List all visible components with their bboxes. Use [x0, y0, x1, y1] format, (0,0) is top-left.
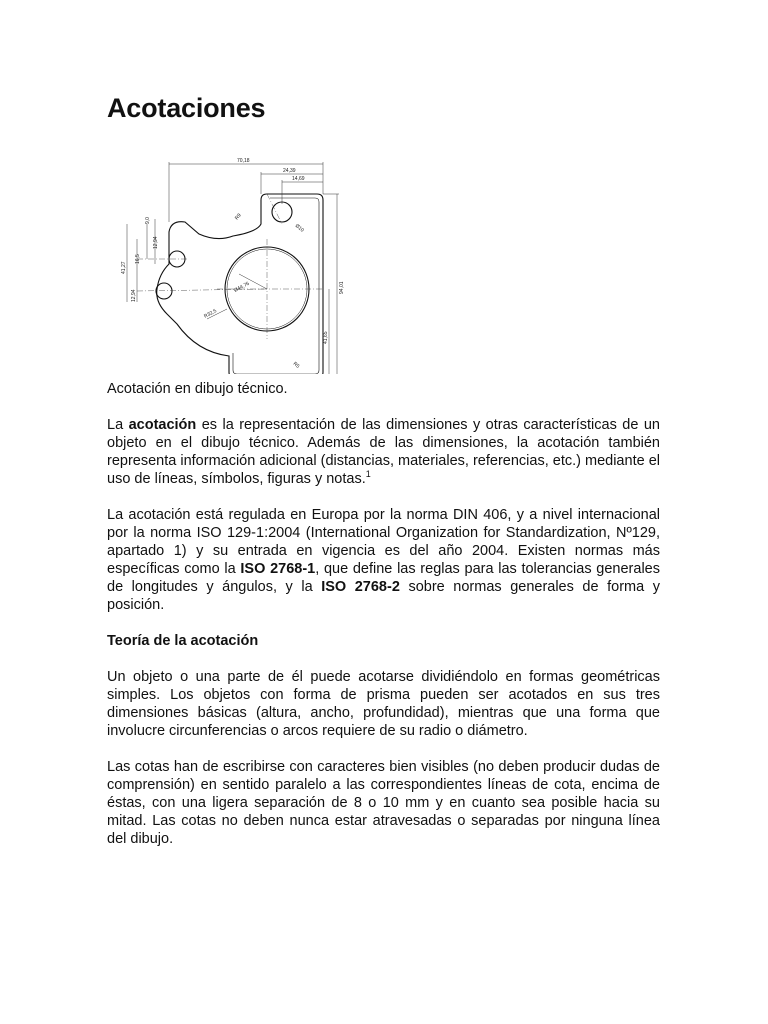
- bold-acotacion: acotación: [128, 417, 197, 433]
- dim-41-27: 41,27: [121, 261, 127, 274]
- bold-iso-2768-1: ISO 2768-1: [240, 561, 316, 577]
- dim-41-65: 41,65: [323, 331, 329, 344]
- paragraph-theory: Un objeto o una parte de él puede acotarse dividiéndolo en formas geométricas simples. Los objetos con forma de prisma pueden ser acotados en sus tres dimensiones básicas (altura, ancho, profundidad), mientras que una forma que involucre circunferencias o arcos requiere de su radio o diámetro.: [107, 669, 660, 739]
- dim-14-69: 14,69: [292, 176, 305, 182]
- document-page: [107, 92, 660, 848]
- dim-94-01: 94,01: [339, 281, 345, 294]
- page-title: Acotaciones: [107, 93, 266, 123]
- dim-12-94-bottom: 12,94: [131, 289, 137, 302]
- dim-radius-32-5: R32,5: [203, 308, 218, 320]
- dim-12-94-top: 12,94: [153, 236, 159, 249]
- dim-diameter-10: Ø10: [293, 222, 305, 234]
- dim-70-18: 70,18: [237, 158, 250, 164]
- paragraph-cotas: Las cotas han de escribirse con caracteres bien visibles (no deben producir dudas de comprensión) en sentido paralelo a las correspondientes líneas de cota, encima de éstas, con una ligera separación de 8 o 10 mm y en cuanto sea posible hacia su mitad. Las cotas no deben nunca estar atravesadas o separadas por ninguna línea del dibujo.: [107, 759, 660, 847]
- dim-diameter-44-76: Ø44,76: [233, 280, 251, 294]
- footnote-ref[interactable]: 1: [365, 469, 371, 480]
- upper-hole: [272, 202, 292, 222]
- dim-radius-5: R5: [291, 360, 301, 370]
- dim-9-0: 9,0: [145, 217, 151, 224]
- dim-radius-9: R9: [233, 212, 243, 222]
- left-hole-bottom: [156, 283, 172, 299]
- dim-16-5: 16,5: [135, 254, 141, 264]
- figure-caption: Acotación en dibujo técnico.: [107, 381, 288, 397]
- paragraph-definition: La acotación es la representación de las dimensiones y otras características de un objeto en el dibujo técnico. Además de las dimensiones, la acotación también representa información adicional (distancias, materiales, referencias, etc.) mediante el uso de líneas, símbolos, figuras y notas.$^1$: [107, 417, 660, 487]
- paragraph-norms: La acotación está regulada en Europa por la norma DIN 406, y a nivel internacional por la norma ISO 129-1:2004 (International Organization for Standardization, Nº129, apartado 1) y su entrada en vigencia es del año 2004. Existen normas más específicas como la ISO 2768-1, que define las reglas para las tolerancias generales de longitudes y ángulos, y la ISO 2768-2 sobre normas generales de forma y posición.: [107, 507, 660, 613]
- dim-24-39: 24,39: [283, 168, 296, 174]
- technical-drawing-figure: [107, 124, 367, 374]
- dimensioned-part-drawing: [107, 124, 367, 374]
- section-heading: Teoría de la acotación: [107, 633, 259, 649]
- bold-iso-2768-2: ISO 2768-2: [321, 579, 400, 595]
